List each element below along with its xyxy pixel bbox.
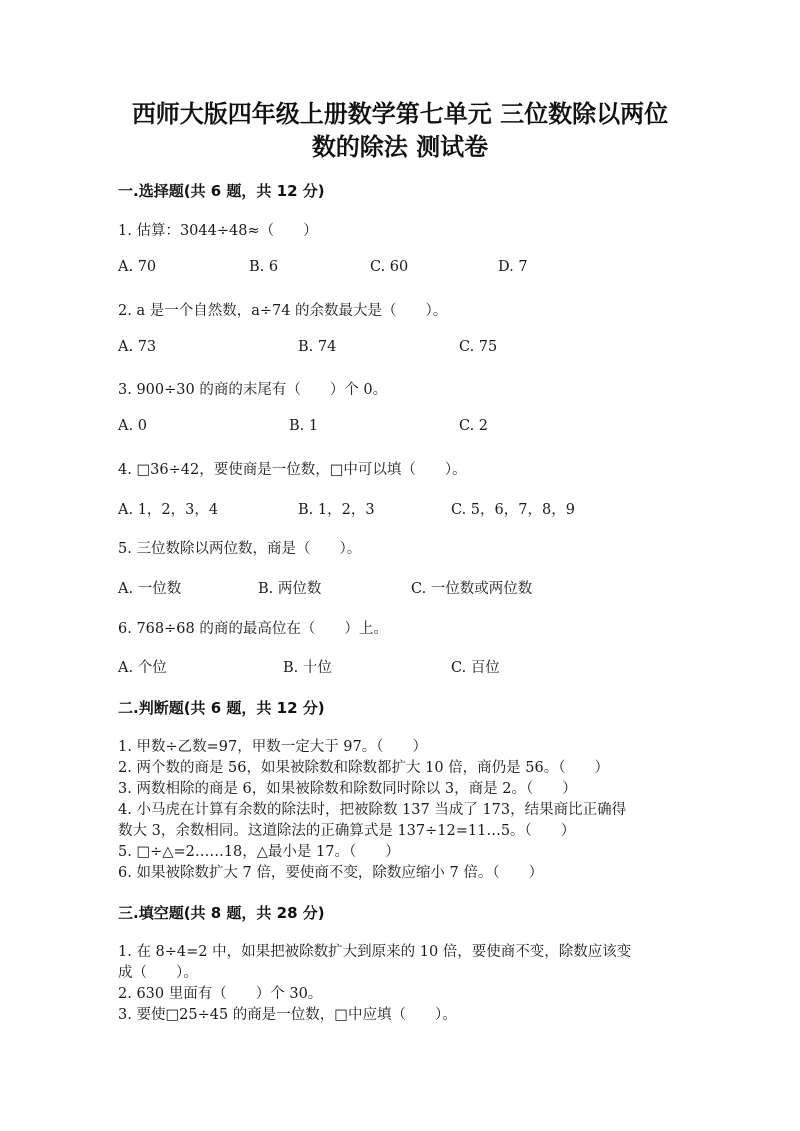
fill-line: 1. 在 8÷4=2 中，如果把被除数扩大到原来的 10 倍，要使商不变，除数应该变 — [118, 944, 632, 960]
judge-line: 4. 小马虎在计算有余数的除法时，把被除数 137 当成了 173，结果商比正确得 — [118, 802, 627, 818]
question-option: B. 两位数 — [258, 581, 322, 597]
question-option: C. 60 — [370, 259, 409, 275]
question-option: C. 百位 — [451, 660, 500, 676]
page-title-line-2: 数的除法 测试卷 — [311, 133, 489, 161]
fill-line: 3. 要使□25÷45 的商是一位数，□中应填（ ）。 — [118, 1007, 457, 1023]
judge-line: 6. 如果被除数扩大 7 倍，要使商不变，除数应缩小 7 倍。（ ） — [118, 865, 544, 881]
page-title-line-1: 西师大版四年级上册数学第七单元 三位数除以两位 — [131, 100, 669, 128]
question-option: A. 1，2，3，4 — [118, 502, 219, 518]
question-option: B. 十位 — [283, 660, 332, 676]
judge-line: 数大 3，余数相同。这道除法的正确算式是 137÷12=11…5。（ ） — [118, 823, 576, 839]
question-option: C. 75 — [459, 339, 498, 355]
question-option: C. 一位数或两位数 — [411, 581, 533, 597]
judge-line: 5. □÷△=2……18，△最小是 17。（ ） — [118, 844, 400, 860]
question-option: C. 5，6，7，8，9 — [451, 502, 575, 518]
question-option: A. 个位 — [118, 660, 167, 676]
question-option: D. 7 — [498, 259, 528, 275]
question-option: B. 1，2，3 — [298, 502, 375, 518]
question-stem: 1. 估算：3044÷48≈（ ） — [118, 223, 318, 239]
question-option: B. 74 — [298, 339, 337, 355]
fill-line: 成（ ）。 — [118, 965, 198, 981]
question-option: A. 一位数 — [118, 581, 182, 597]
question-stem: 3. 900÷30 的商的末尾有（ ）个 0。 — [118, 382, 388, 398]
question-stem: 5. 三位数除以两位数，商是（ ）。 — [118, 541, 362, 557]
question-stem: 2. a 是一个自然数，a÷74 的余数最大是（ ）。 — [118, 303, 448, 319]
question-stem: 4. □36÷42，要使商是一位数，□中可以填（ ）。 — [118, 462, 467, 478]
judge-line: 2. 两个数的商是 56，如果被除数和除数都扩大 10 倍，商仍是 56。（ ） — [118, 760, 609, 776]
section-heading-judge: 二.判断题(共 6 题，共 12 分) — [118, 699, 325, 717]
fill-line: 2. 630 里面有（ ）个 30。 — [118, 986, 323, 1002]
question-option: C. 2 — [459, 418, 489, 434]
question-stem: 6. 768÷68 的商的最高位在（ ）上。 — [118, 621, 388, 637]
section-heading-fill: 三.填空题(共 8 题，共 28 分) — [118, 904, 325, 922]
judge-line: 1. 甲数÷乙数=97，甲数一定大于 97。（ ） — [118, 739, 428, 755]
question-option: B. 1 — [289, 418, 319, 434]
judge-line: 3. 两数相除的商是 6，如果被除数和除数同时除以 3，商是 2。（ ） — [118, 781, 577, 797]
question-option: A. 73 — [118, 339, 157, 355]
question-option: A. 70 — [118, 259, 157, 275]
question-option: A. 0 — [118, 418, 147, 434]
question-option: B. 6 — [249, 259, 279, 275]
section-heading-choice: 一.选择题(共 6 题，共 12 分) — [118, 182, 325, 200]
